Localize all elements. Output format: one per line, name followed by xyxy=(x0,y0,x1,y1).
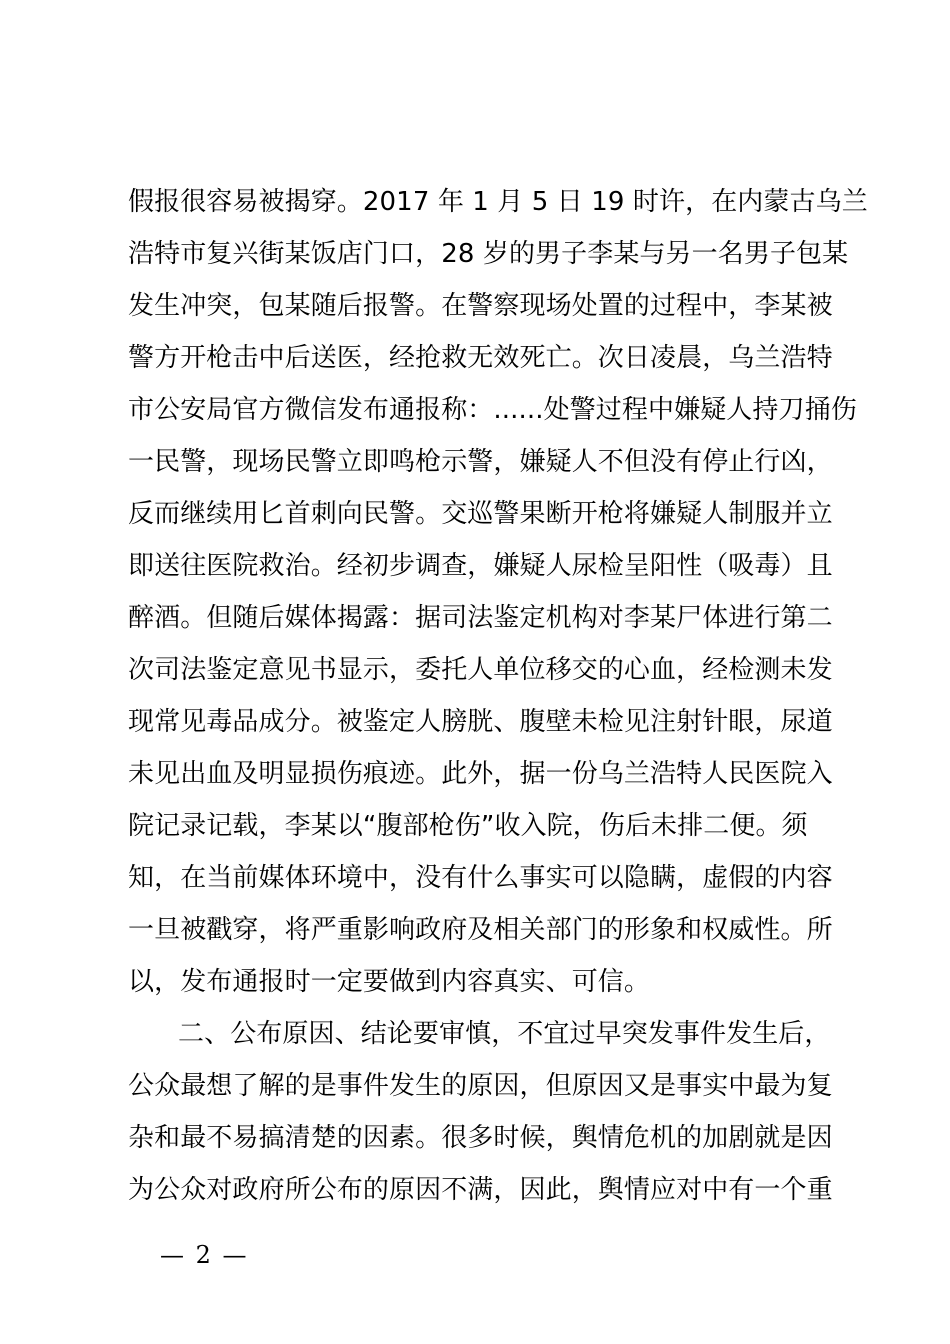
paragraph-line: 次司法鉴定意见书显示，委托人单位移交的心血，经检测未发 xyxy=(128,655,833,685)
paragraph-line: 即送往医院救治。经初步调查，嫌疑人尿检呈阳性（吸毒）且 xyxy=(128,551,833,581)
paragraph-line: 现常见毒品成分。被鉴定人膀胱、腹壁未检见注射针眼，尿道 xyxy=(128,707,833,737)
paragraph-line: 院记录记载，李某以“腹部枪伤”收入院，伤后未排二便。须 xyxy=(128,811,808,841)
paragraph-line: 市公安局官方微信发布通报称：......处警过程中嫌疑人持刀捅伤 xyxy=(128,395,857,425)
section-heading-line: 二、公布原因、结论要审慎，不宜过早突发事件发生后， xyxy=(178,1019,831,1049)
page-number: — 2 — xyxy=(160,1241,249,1269)
paragraph-line: 一民警，现场民警立即鸣枪示警，嫌疑人不但没有停止行凶， xyxy=(128,447,833,477)
paragraph-line: 未见出血及明显损伤痕迹。此外，据一份乌兰浩特人民医院入 xyxy=(128,759,833,789)
paragraph-line: 醉酒。但随后媒体揭露：据司法鉴定机构对李某尸体进行第二 xyxy=(128,603,833,633)
paragraph-line: 假报很容易被揭穿。2017 年 1 月 5 日 19 时许，在内蒙古乌兰 xyxy=(128,187,868,217)
paragraph-line: 反而继续用匕首刺向民警。交巡警果断开枪将嫌疑人制服并立 xyxy=(128,499,833,529)
paragraph-line: 警方开枪击中后送医，经抢救无效死亡。次日凌晨，乌兰浩特 xyxy=(128,343,833,373)
paragraph-line: 浩特市复兴街某饭店门口，28 岁的男子李某与另一名男子包某 xyxy=(128,239,849,269)
paragraph-line: 以，发布通报时一定要做到内容真实、可信。 xyxy=(128,967,651,997)
paragraph-line: 发生冲突，包某随后报警。在警察现场处置的过程中，李某被 xyxy=(128,291,833,321)
paragraph-line: 杂和最不易搞清楚的因素。很多时候，舆情危机的加剧就是因 xyxy=(128,1123,833,1153)
paragraph-line: 公众最想了解的是事件发生的原因，但原因又是事实中最为复 xyxy=(128,1071,833,1101)
paragraph-line: 为公众对政府所公布的原因不满，因此，舆情应对中有一个重 xyxy=(128,1175,833,1205)
paragraph-line: 一旦被戳穿，将严重影响政府及相关部门的形象和权威性。所 xyxy=(128,915,833,945)
paragraph-line: 知，在当前媒体环境中，没有什么事实可以隐瞒，虚假的内容 xyxy=(128,863,833,893)
